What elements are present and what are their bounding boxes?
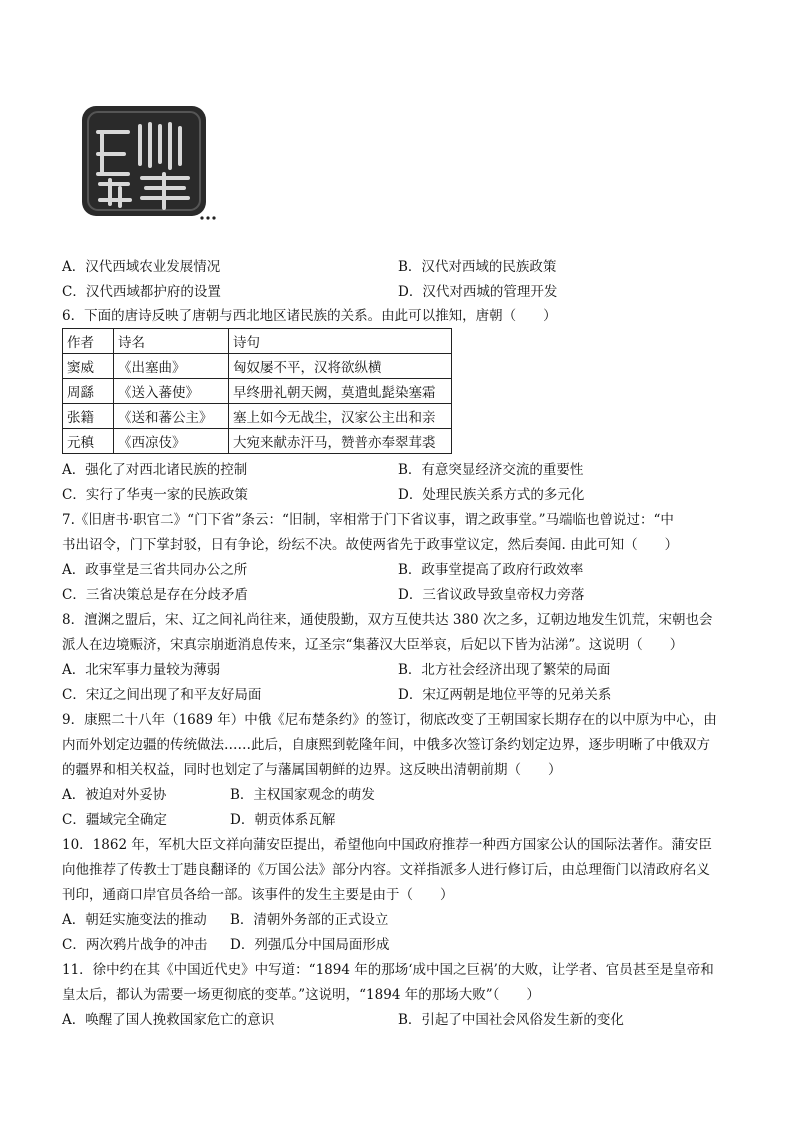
q7-option-c: C．三省决策总是存在分歧矛盾 [62, 587, 248, 603]
q11-line-2: 皇太后，都认为需要一场更彻底的变革。”这说明，“1894 年的那场大败”（ ） [62, 987, 540, 1003]
q6-option-b: B．有意突显经济交流的重要性 [398, 462, 584, 478]
table-header-cell: 诗名 [114, 329, 229, 354]
q7-option-b: B．政事堂提高了政府行政效率 [398, 562, 584, 578]
q7-line-2: 书出诏令，门下掌封驳，日有争论，纷纭不决。故使两省先于政事堂议定，然后奏闻. 由此可知（ ） [62, 537, 679, 553]
table-row [63, 429, 452, 454]
table-header-cell: 诗句 [229, 329, 452, 354]
table-cell: 大宛来献赤汗马，赞普亦奉翠茸裘 [229, 429, 452, 454]
table-cell: 《出塞曲》 [114, 354, 229, 379]
q5-option-d: D．汉代对西城的管理开发 [398, 284, 558, 300]
q11-option-b: B．引起了中国社会风俗发生新的变化 [398, 1012, 624, 1028]
q7-line-1: 7.《旧唐书·职官二》“门下省”条云：“旧制，宰相常于门下省议事，谓之政事堂。”马端临也曾说过：“中 [62, 512, 674, 528]
table-cell: 张籍 [63, 404, 114, 429]
q10-option-b: B．清朝外务部的正式设立 [230, 912, 389, 928]
q9-option-c: C．疆域完全确定 [62, 812, 167, 828]
table-header-row [63, 329, 452, 354]
q11-option-a: A．唤醒了国人挽救国家危亡的意识 [62, 1012, 275, 1028]
q8-option-a: A．北宋军事力量较为薄弱 [62, 662, 221, 678]
q9-option-a: A．被迫对外妥协 [62, 787, 167, 803]
q10-option-c: C．两次鸦片战争的冲击 [62, 937, 208, 953]
q10-option-d: D．列强瓜分中国局面形成 [230, 937, 390, 953]
q9-option-b: B．主权国家观念的萌发 [230, 787, 375, 803]
seal-stamp-image [80, 104, 218, 222]
q6-option-c: C．实行了华夷一家的民族政策 [62, 487, 248, 503]
q10-option-a: A．朝廷实施变法的推动 [62, 912, 207, 928]
q10-line-3: 刊印，通商口岸官员各给一部。该事件的发生主要是由于（ ） [62, 887, 454, 903]
table-cell: 元稹 [63, 429, 114, 454]
q9-option-d: D．朝贡体系瓦解 [230, 812, 336, 828]
q8-line-1: 8．澶渊之盟后，宋、辽之间礼尚往来，通使殷勤，双方互使共达 380 次之多，辽朝边地发生饥荒，宋朝也会 [62, 612, 713, 628]
q8-line-2: 派人在边境赈济，宋真宗崩逝消息传来，辽圣宗“集蕃汉大臣举哀，后妃以下皆为沾涕”。这说明（ ） [62, 637, 684, 653]
table-cell: 窦威 [63, 354, 114, 379]
q9-line-3: 的疆界和相关权益，同时也划定了与藩属国朝鲜的边界。这反映出清朝前期（ ） [62, 762, 562, 778]
q7-option-a: A．政事堂是三省共同办公之所 [62, 562, 248, 578]
q6-poem-table [62, 328, 452, 454]
q5-option-c: C．汉代西域都护府的设置 [62, 284, 221, 300]
q10-line-2: 向他推荐了传教士丁韪良翻译的《万国公法》部分内容。文祥指派多人进行修订后，由总理衙门以清政府名义 [62, 862, 710, 878]
q7-option-d: D．三省议政导致皇帝权力旁落 [398, 587, 585, 603]
table-cell: 匈奴屡不平，汉将欲纵横 [229, 354, 452, 379]
table-row [63, 404, 452, 429]
q6-option-a: A．强化了对西北诸民族的控制 [62, 462, 248, 478]
table-cell: 《送和蕃公主》 [114, 404, 229, 429]
table-row [63, 354, 452, 379]
table-cell: 《西凉伎》 [114, 429, 229, 454]
q5-option-a: A．汉代西域农业发展情况 [62, 259, 221, 275]
table-cell: 周繇 [63, 379, 114, 404]
table-cell: 早终册礼朝天阙，莫遣虬髭染塞霜 [229, 379, 452, 404]
q5-option-b: B．汉代对西域的民族政策 [398, 259, 557, 275]
q8-option-c: C．宋辽之间出现了和平友好局面 [62, 687, 262, 703]
table-cell: 《送入蕃使》 [114, 379, 229, 404]
q9-line-1: 9．康熙二十八年（1689 年）中俄《尼布楚条约》的签订，彻底改变了王朝国家长期存在的以中原为中心，由 [62, 712, 717, 728]
q9-line-2: 内而外划定边疆的传统做法……此后，自康熙到乾隆年间，中俄多次签订条约划定边界，逐步明晰了中俄双方 [62, 737, 710, 753]
q8-option-b: B．北方社会经济出现了繁荣的局面 [398, 662, 611, 678]
q6-stem: 6．下面的唐诗反映了唐朝与西北地区诸民族的关系。由此可以推知，唐朝（ ） [62, 308, 557, 324]
q8-option-d: D．宋辽两朝是地位平等的兄弟关系 [398, 687, 612, 703]
q10-line-1: 10．1862 年，军机大臣文祥向蒲安臣提出，希望他向中国政府推荐一种西方国家公认的国际法著作。蒲安臣 [62, 837, 712, 853]
table-row [63, 379, 452, 404]
table-cell: 塞上如今无战尘，汉家公主出和亲 [229, 404, 452, 429]
q6-option-d: D．处理民族关系方式的多元化 [398, 487, 585, 503]
table-header-cell: 作者 [63, 329, 114, 354]
q11-line-1: 11．徐中约在其《中国近代史》中写道：“1894 年的那场‘成中国之巨祸’的大败，让学者、官员甚至是皇帝和 [62, 962, 714, 978]
